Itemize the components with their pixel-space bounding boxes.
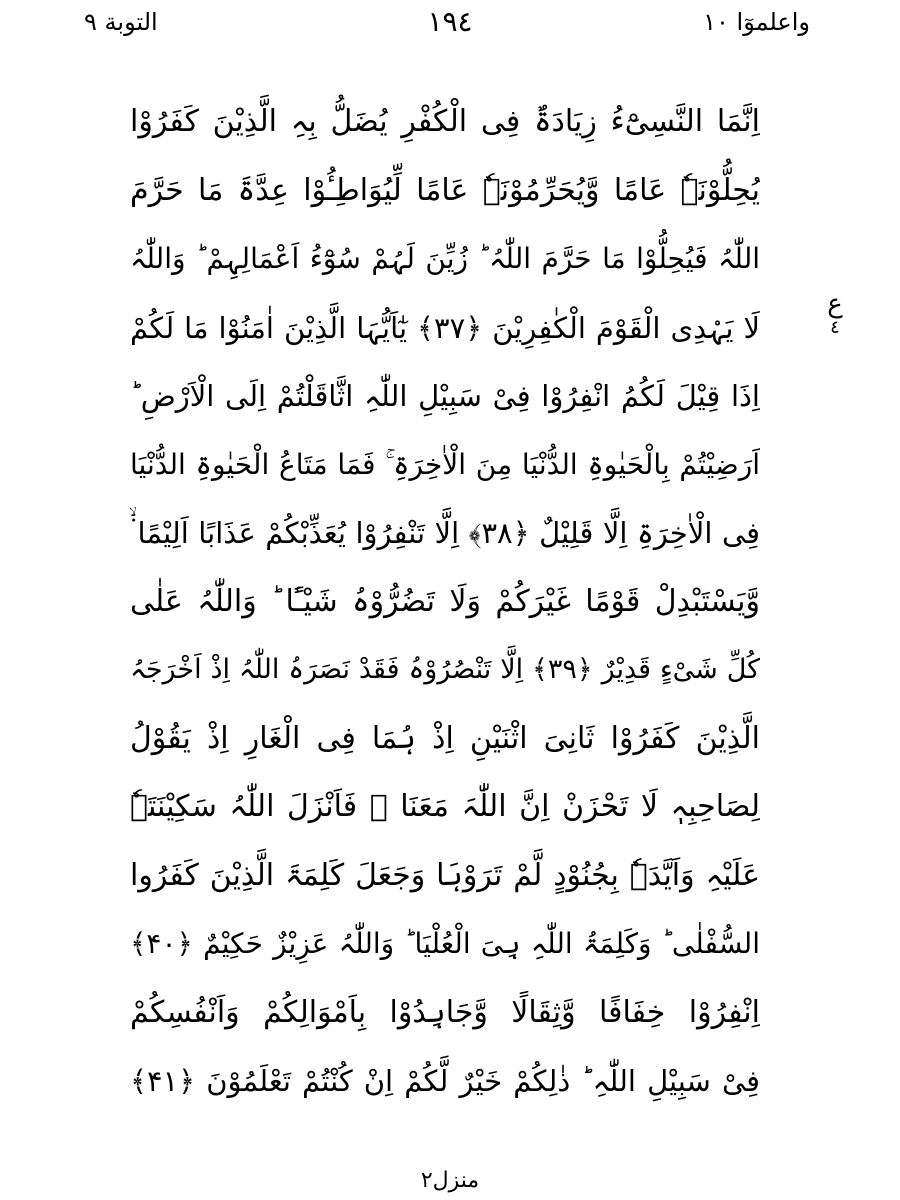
verse-line-6: اَرَضِیْتُمْ بِالْحَیٰوۃِ الدُّنْیَا مِنَ الْاٰخِرَۃِ ۚ فَمَا مَتَاعُ الْحَیٰوۃِ الدُّنْیَا [130,447,760,481]
verse-line-1: اِنَّمَا النَّسِیْٓءُ زِیَادَۃٌ فِی الْکُفْرِ یُضَلُّ بِہِ الَّذِیْنَ کَفَرُوْا [130,104,760,139]
verse-line-12: عَلَیْہِ وَاَیَّدَہٗ بِجُنُوْدٍ لَّمْ تَرَوْہَا وَجَعَلَ کَلِمَۃَ الَّذِیْنَ کَفَرُوا [130,857,760,893]
verse-line-14: اِنْفِرُوْا خِفَافًا وَّثِقَالًا وَّجَاہِدُوْا بِاَمْوَالِکُمْ وَاَنْفُسِکُمْ [130,994,760,1030]
page-header [70,4,830,44]
ruku-number: ٤ [830,317,840,338]
manzil-footer: منزل۲ [420,1168,480,1193]
juz-name: واعلموٓا ١٠ [703,8,810,36]
verse-line-4: لَا یَہْدِی الْقَوْمَ الْکٰفِرِیْنَ ﴿۳۷﴾ یٰٓاَیُّہَا الَّذِیْنَ اٰمَنُوْا مَا لَکُمْ [130,310,760,345]
verse-line-3: اللّٰہُ فَیُحِلُّوْا مَا حَرَّمَ اللّٰہُ ؕ زُیِّنَ لَہُمْ سُوْٓءُ اَعْمَالِہِمْ ؕ وَاللّٰہُ [130,242,760,275]
verse-line-11: لِصَاحِبِہٖ لَا تَحْزَنْ اِنَّ اللّٰہَ مَعَنَا ۚ فَاَنْزَلَ اللّٰہُ سَکِیْنَتَہٗ [130,789,760,824]
verse-line-15: فِیْ سَبِیْلِ اللّٰہِ ؕ ذٰلِکُمْ خَیْرٌ لَّکُمْ اِنْ کُنْتُمْ تَعْلَمُوْنَ ﴿۴۱﴾ [130,1064,760,1098]
ruku-glyph: ع [827,289,843,319]
page-number: ١٩٤ [427,5,473,38]
verse-line-7: فِی الْاٰخِرَۃِ اِلَّا قَلِیْلٌ ﴿۳۸﴾ اِلَّا تَنْفِرُوْا یُعَذِّبْکُمْ عَذَابًا اَلِیْمًا ۬ۙ [130,516,760,550]
verse-line-8: وَّیَسْتَبْدِلْ قَوْمًا غَیْرَکُمْ وَلَا تَضُرُّوْہُ شَیْـًٔا ؕ وَاللّٰہُ عَلٰی [130,583,760,619]
surah-name: التوبة ٩ [84,8,158,36]
quran-text-block [130,88,760,1116]
verse-line-2: یُحِلُّوْنَہٗ عَامًا وَّیُحَرِّمُوْنَہٗ عَامًا لِّیُوَاطِـُٔوْا عِدَّۃَ مَا حَرَّمَ [130,172,760,208]
verse-line-9: کُلِّ شَیْءٍ قَدِیْرٌ ﴿۳۹﴾ اِلَّا تَنْصُرُوْہُ فَقَدْ نَصَرَہُ اللّٰہُ اِذْ اَخْرَجَہُ [130,654,760,685]
verse-line-5: اِذَا قِیْلَ لَکُمُ انْفِرُوْا فِیْ سَبِیْلِ اللّٰہِ اثَّاقَلْتُمْ اِلَی الْاَرْضِ ؕ [130,379,760,413]
ruku-marker [815,290,855,338]
verse-line-13: السُّفْلٰی ؕ وَکَلِمَۃُ اللّٰہِ ہِیَ الْعُلْیَا ؕ وَاللّٰہُ عَزِیْزٌ حَکِیْمٌ ﴿۴۰﴾ [130,927,760,960]
verse-line-10: الَّذِیْنَ کَفَرُوْا ثَانِیَ اثْنَیْنِ اِذْ ہُمَا فِی الْغَارِ اِذْ یَقُوْلُ [130,720,760,756]
